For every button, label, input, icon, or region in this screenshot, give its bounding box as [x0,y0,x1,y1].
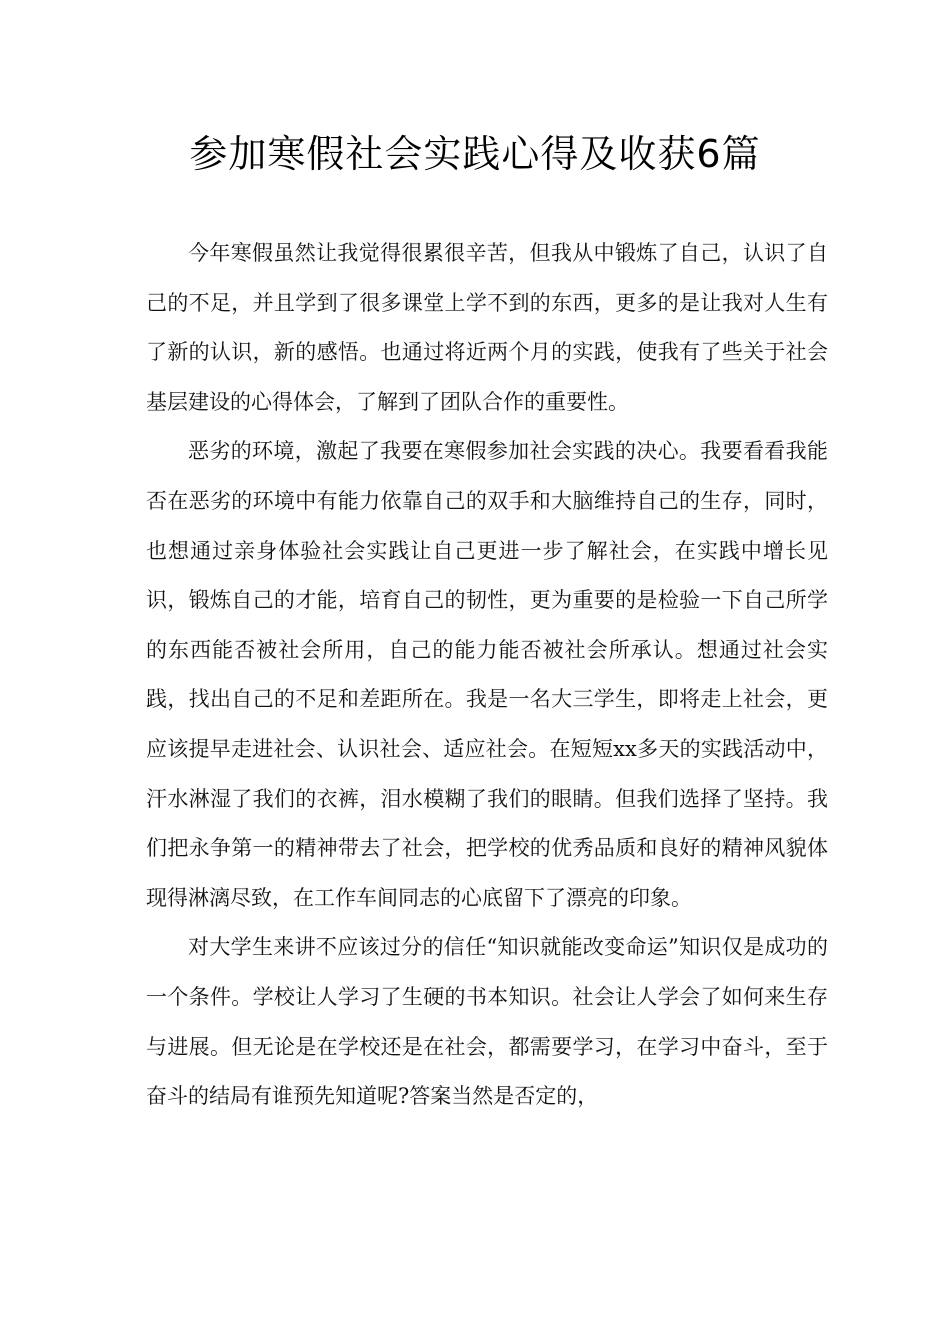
paragraph-2: 恶劣的环境，激起了我要在寒假参加社会实践的决心。我要看看我能否在恶劣的环境中有能力依靠自己的双手和大脑维持自己的生存，同时，也想通过亲身体验社会实践让自己更进一步了解社会，在实践中增长见识，锻炼自己的才能，培育自己的韧性，更为重要的是检验一下自己所学的东西能否被社会所用，自己的能力能否被社会所承认。想通过社会实践，找出自己的不足和差距所在。我是一名大三学生，即将走上社会，更应该提早走进社会、认识社会、适应社会。在短短xx多天的实践活动中，汗水淋湿了我们的衣裤，泪水模糊了我们的眼睛。但我们选择了坚持。我们把永争第一的精神带去了社会，把学校的优秀品质和良好的精神风貌体现得淋漓尽致，在工作车间同志的心底留下了漂亮的印象。 [146,439,828,910]
paragraph-1: 今年寒假虽然让我觉得很累很辛苦，但我从中锻炼了自己，认识了自己的不足，并且学到了很多课堂上学不到的东西，更多的是让我对人生有了新的认识，新的感悟。也通过将近两个月的实践，使我有了些关于社会基层建设的心得体会，了解到了团队合作的重要性。 [146,241,828,414]
document-body [146,229,828,1122]
document-title: 参加寒假社会实践心得及收获6篇 [189,132,761,176]
paragraph-3: 对大学生来讲不应该过分的信任“知识就能改变命运”知识仅是成功的一个条件。学校让人学习了生硬的书本知识。社会让人学会了如何来生存与进展。但无论是在学校还是在社会，都需要学习，在学习中奋斗，至于奋斗的结局有谁预先知道呢?答案当然是否定的， [146,935,828,1109]
